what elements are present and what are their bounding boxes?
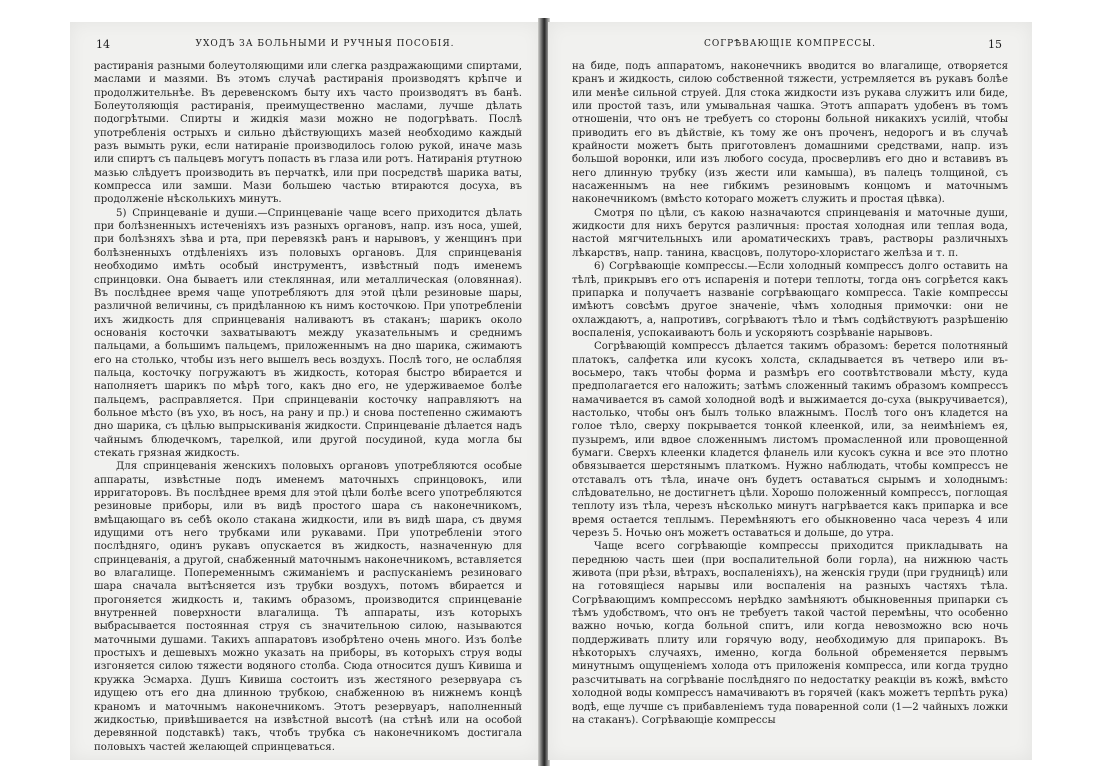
left-paragraph-1: растиранія разными болеутоляющими или слегка раздражающими спиртами, маслами и мазями. Въ этомъ случаѣ растиранія производятъ крѣпче и продолжительнѣе. Въ деревенскомъ быту ихъ часто производятъ въ банѣ. Болеутоляющія растиранія, преимущественно маслами, лучше дѣлать подогрѣтыми. Спирты и жидкія мази можно не подогрѣвать. Послѣ употребленія острыхъ и сильно дѣйствующихъ мазей необходимо каждый разъ вымыть руки, если натираніе производилось голою рукой, иначе мазь или спиртъ съ пальцевъ могутъ попасть въ глаза или ротъ. Натиранія ртутною мазью слѣдуетъ производить въ перчаткѣ, или при посредствѣ шарика ваты, компресса или замши. Мази большею частью втираются досуха, въ продолженіе нѣсколькихъ минутъ.: [94, 61, 522, 206]
left-paragraph-3: Для спринцеванія женскихъ половыхъ органовъ употребляются особые аппараты, извѣстные подъ именемъ маточныхъ спринцовокъ, или ирригаторовъ. Въ послѣднее время для этой цѣли болѣе всего употребляются резиновые приборы, или въ видѣ простого шара съ наконечникомъ, вмѣщающаго въ себѣ около стакана жидкости, или въ видѣ шара, съ двумя идущими отъ него трубками или рукавами. При употребленіи этого послѣдняго, одинъ рукавъ опускается въ жидкость, назначенную для спринцеванія, а другой, снабженный маточнымъ наконечникомъ, вставляется во влагалище. Попеременнымъ сжиманіемъ и распусканіемъ резиноваго шара сначала вытѣсняется изъ трубки воздухъ, потомъ вбирается и прогоняется жидкость и, такимъ образомъ, производится спринцеваніе внутренней поверхности влагалища. Тѣ аппараты, изъ которыхъ выбрасывается постоянная струя съ значительною силою, называются маточными душами. Такихъ аппаратовъ изобрѣтено очень много. Изъ болѣе простыхъ и дешевыхъ можно указать на приборы, въ которыхъ струя воды изгоняется силою тяжести водяного столба. Сюда относится душъ Кивиша и кружка Эсмарха. Душъ Кивиша состоитъ изъ жестяного резервуара съ идущею отъ его дна длинною трубкою, снабженною въ нижнемъ концѣ краномъ и маточнымъ наконечникомъ. Этотъ резервуаръ, наполненный жидкостью, привѣшивается на извѣстной высотѣ (на стѣнѣ или на особой деревянной подставкѣ) такъ, чтобъ трубка съ наконечникомъ достигала половыхъ частей желающей спринцеваться.: [94, 461, 522, 753]
right-page-body: [572, 60, 1008, 754]
right-paragraph-5: Чаще всего согрѣвающіе компрессы приходится прикладывать на переднюю часть шеи (при воспалительной боли горла), на нижнюю часть живота (при рѣзи, вѣтрахъ, воспаленіяхъ), на женскія груди (при грудницѣ) или на готовящіеся нарывы или воспаленія на разныхъ частяхъ тѣла. Согрѣвающимъ компрессомъ нерѣдко замѣняютъ обыкновенныя припарки съ тѣмъ удобствомъ, что онъ не требуетъ такой частой перемѣны, что особенно важно ночью, когда больной спитъ, или когда невозможно всю ночь поддерживать плиту или горячую воду, необходимую для припарокъ. Въ нѣкоторыхъ случаяхъ, именно, когда больной обременяется первымъ минутнымъ ощущеніемъ холода отъ приложенія компресса, или когда трудно разсчитывать на согрѣваніе послѣдняго по недостатку реакціи въ кожѣ, вмѣсто холодной воды компрессъ намачиваютъ въ горячей (какъ можетъ терпѣть рука) водѣ, еще лучше съ прибавленіемъ туда поваренной соли (1—2 чайныхъ ложки на стаканъ). Согрѣвающіе компрессы: [572, 541, 1008, 726]
right-paragraph-4: Согрѣвающій компрессъ дѣлается такимъ образомъ: берется полотняный платокъ, салфетка или кусокъ холста, складывается въ четверо или въ-восьмеро, такъ чтобы форма и размѣръ его соотвѣтствовали мѣсту, куда предполагается его наложить; затѣмъ сложенный такимъ образомъ компрессъ намачивается въ самой холодной водѣ и выжимается до-суха (выкручивается), настолько, чтобы онъ былъ только влажнымъ. Послѣ того онъ кладется на голое тѣло, сверху покрывается тонкой клеенкой, или, за неимѣніемъ ея, пузыремъ, или вдвое сложеннымъ листомъ промасленной или провощенной бумаги. Сверхъ клеенки кладется фланель или кусокъ сукна и все это плотно обвязывается шерстянымъ платкомъ. Нужно наблюдать, чтобы компрессъ не отставалъ отъ тѣла, иначе онъ будетъ оставаться сырымъ и холоднымъ: слѣдовательно, не достигнетъ цѣли. Хорошо положенный компрессъ, поглощая теплоту изъ тѣла, черезъ нѣсколько минутъ нагрѣвается какъ припарка и все время остается теплымъ. Перемѣняютъ его обыкновенно часа черезъ 4 или черезъ 5. Ночью онъ можетъ оставаться и дольше, до утра.: [572, 341, 1008, 540]
left-running-title: УХОДЪ ЗА БОЛЬНЫМИ И РУЧНЫЯ ПОСОБІЯ.: [195, 39, 455, 49]
left-page-header: [70, 38, 540, 54]
right-paragraph-2: Смотря по цѣли, съ какою назначаются спринцеванія и маточные души, жидкости для нихъ берутся различныя: простая холодная или теплая вода, настой мягчительныхъ или ароматическихъ травъ, растворы различныхъ лѣкарствъ, напр. танина, квасцовъ, полуторо-хлористаго желѣза и т. п.: [572, 207, 1008, 259]
left-page-number: 14: [96, 38, 110, 51]
left-page: [70, 22, 540, 760]
left-paragraph-2: 5) Спринцеваніе и души.—Спринцеваніе чаще всего приходится дѣлать при болѣзненныхъ истеченіяхъ изъ разныхъ органовъ, напр. изъ носа, ушей, при болѣзняхъ зѣва и рта, при перевязкѣ ранъ и нарывовъ, у женщинъ при болѣзненныхъ отдѣленіяхъ изъ половыхъ органовъ. Для спринцеванія необходимо имѣть особый инструментъ, извѣстный подъ именемъ спринцовки. Она бываетъ или стеклянная, или металлическая (оловянная). Въ послѣднее время чаще употребляютъ для этой цѣли резиновые шары, различной величины, съ придѣланною къ нимъ косточкою. При употребленіи ихъ жидкость для спринцеванія наливаютъ въ стаканъ; шарикъ около основанія косточки захватываютъ между указательнымъ и среднимъ пальцами, а большимъ пальцемъ, приложеннымъ на дно шарика, сжимаютъ его на столько, чтобы изъ него вышелъ весь воздухъ. Послѣ того, не ослабляя пальца, косточку погружаютъ въ жидкость, которая быстро вбирается и наполняетъ шарикъ по мѣрѣ того, какъ дно его, не удерживаемое болѣе пальцемъ, расправляется. При спринцеваніи косточку направляютъ на больное мѣсто (въ ухо, въ носъ, на рану и пр.) и снова постепенно сжимаютъ дно шарика, съ цѣлью выпрыскиванія жидкости. Спринцеваніе дѣлается надъ чайнымъ блюдечкомъ, тарелкой, или другой посудиной, куда могла бы стекать грязная жидкость.: [94, 207, 522, 459]
right-paragraph-3: 6) Согрѣвающіе компрессы.—Если холодный компрессъ долго оставить на тѣлѣ, прикрывъ его отъ испаренія и потери теплоты, тогда онъ согрѣется какъ припарка и получаетъ названіе согрѣвающаго компресса. Такіе компрессы имѣютъ совсѣмъ другое значеніе, чѣмъ холодныя примочки: они не охлаждаютъ, а, напротивъ, согрѣваютъ тѣло и тѣмъ содѣйствуютъ разрѣшенію воспаленія, успокаиваютъ боль и ускоряютъ созрѣваніе нарывовъ.: [572, 261, 1008, 339]
right-page-number: 15: [988, 38, 1002, 51]
right-page: [548, 22, 1032, 760]
right-paragraph-1: на биде, подъ аппаратомъ, наконечникъ вводится во влагалище, отворяется кранъ и жидкость, силою собственной тяжести, устремляется въ рукавъ болѣе или менѣе сильной струей. Для стока жидкости изъ рукава служитъ или биде, или простой тазъ, или умывальная чашка. Этотъ аппаратъ удобенъ въ томъ отношеніи, что онъ не требуетъ со стороны больной никакихъ усилій, чтобы приводить его въ дѣйствіе, къ тому же онъ проченъ, недорогъ и въ случаѣ крайности можетъ быть приготовленъ домашними средствами, напр. изъ большой воронки, или изъ любого сосуда, просверливъ его дно и вставивъ въ него длинную трубку (изъ жести или камыша), въ палецъ толщиной, съ насаженнымъ на нее гибкимъ резиновымъ концомъ и маточнымъ наконечникомъ (вмѣсто котораго можетъ служить и простая цѣвка).: [572, 61, 1008, 206]
right-running-title: СОГРѢВАЮЩІЕ КОМПРЕССЫ.: [703, 39, 877, 49]
left-page-body: [94, 60, 522, 754]
right-page-header: [548, 38, 1032, 54]
